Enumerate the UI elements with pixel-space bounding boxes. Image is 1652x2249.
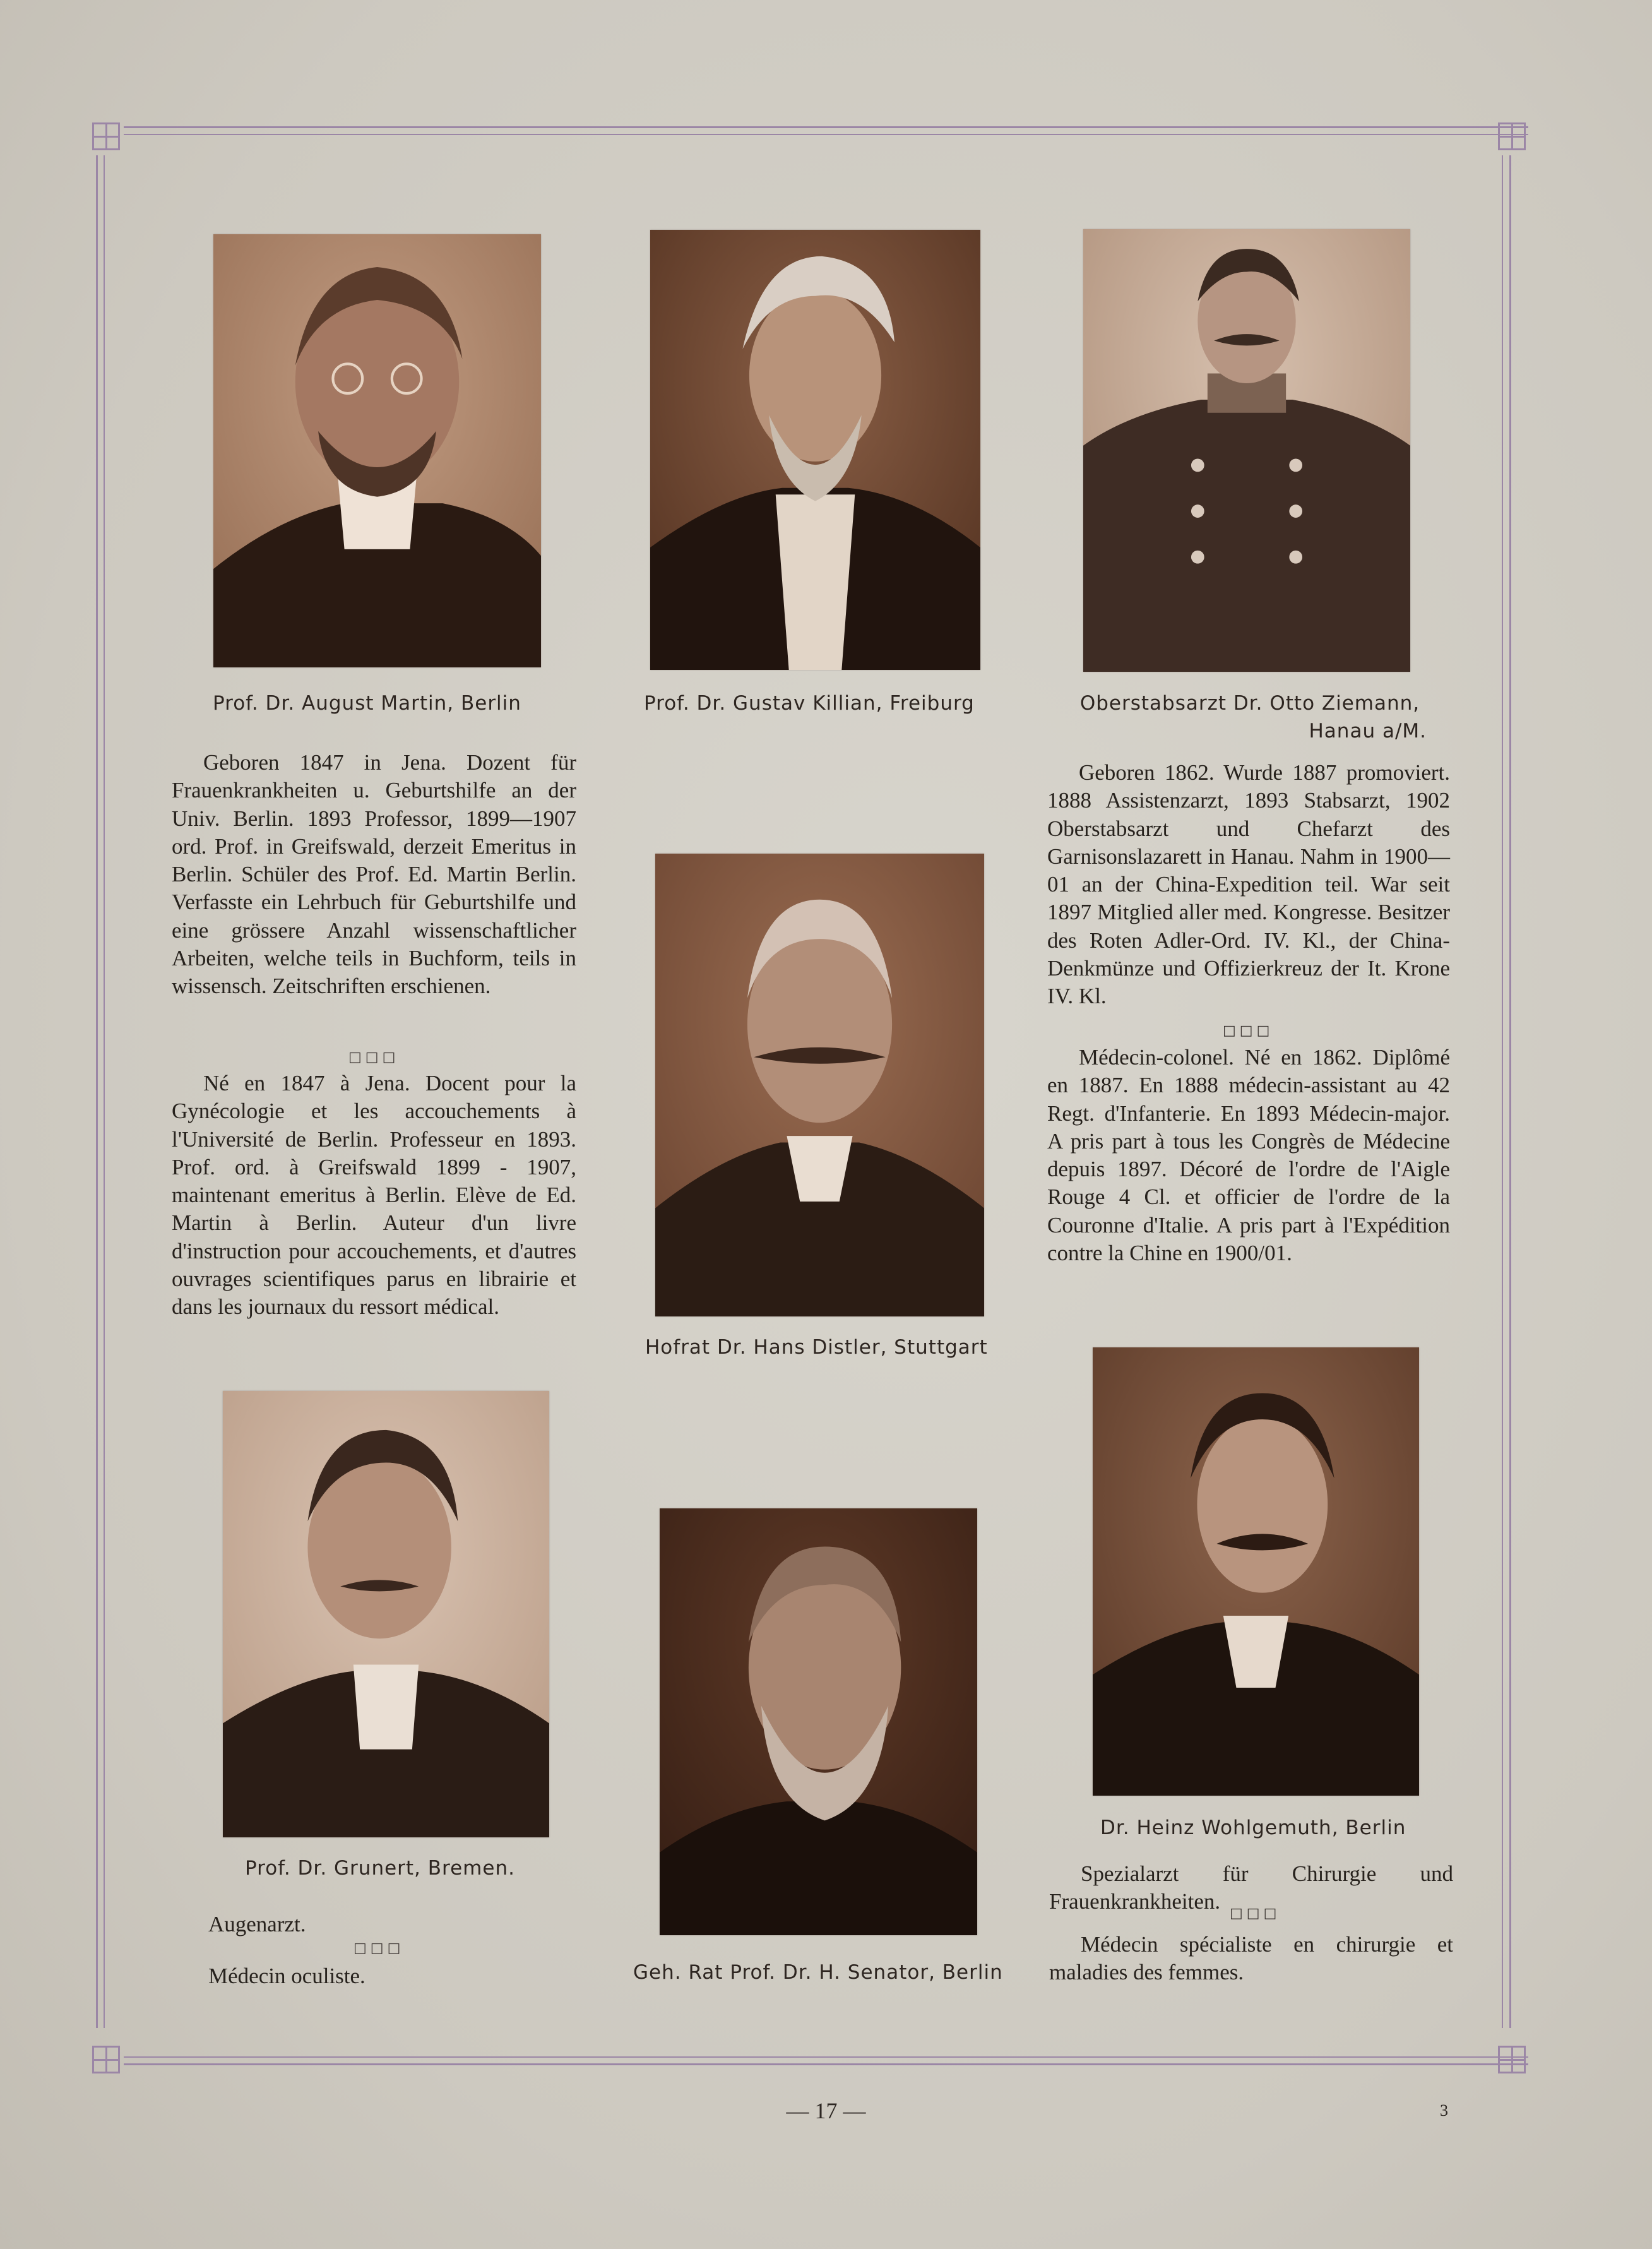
bio-ziemann-french: Médecin-colonel. Né en 1862. Diplômé en 1887. En 1888 médecin-assistant au 42 Regt. d'Infanterie. En 1893 Médecin-major. A pris part à tous les Congrès de Médecine depuis 1897. Décoré de l'ordre de l'Aigle Rouge 4 Cl. et officier de l'ordre de la Couronne d'Italie. A pris part à l'Expédition contre la Chine en 1900/01. xyxy=(1047,1045,1450,1266)
portrait-caption-ziemann-place: Hanau a/M. xyxy=(1309,720,1427,743)
frame-corner-ornament xyxy=(92,122,120,150)
bio-martin-french: Né en 1847 à Jena. Docent pour la Gynécologie et les accouchements à l'Université de Berlin. Professeur en 1893. Prof. ord. à Greifswald 1899 - 1907, maintenant emeritus à Berlin. Elève de Ed. Martin à Berlin. Auteur d'un livre d'instruction pour accouchements, et d'autres ouvrages scientifiques parus en librairie et dans les journaux du ressort médical. xyxy=(172,1071,576,1320)
separator-ornament: □□□ xyxy=(1223,1023,1274,1039)
portrait-caption-grunert: Prof. Dr. Grunert, Bremen. xyxy=(245,1857,515,1880)
page-number: — 17 — xyxy=(786,2098,866,2123)
bio-ziemann-german: Geboren 1862. Wurde 1887 promoviert. 1888 Assistenzarzt, 1893 Stabsarzt, 1902 Oberstabsarzt und Chefarzt des Garnisonslazarett in Hanau. Nahm in 1900—01 an der China-Expedition teil. War seit 1897 Mitglied aller med. Kongresse. Besitzer des Roten Adler-Ord. IV. Kl., der China-Denkmünze und Offizierkreuz der It. Krone IV. Kl. xyxy=(1047,760,1450,1009)
frame-corner-ornament xyxy=(1498,122,1526,150)
bio-grunert-german: Augenarzt. xyxy=(208,1912,306,1936)
portrait-photo-ziemann xyxy=(1083,229,1410,672)
bio-grunert-french: Médecin oculiste. xyxy=(208,1964,365,1988)
portrait-caption-killian: Prof. Dr. Gustav Killian, Freiburg xyxy=(644,692,975,715)
portrait-photo-senator xyxy=(660,1508,977,1935)
portrait-caption-ziemann: Oberstabsarzt Dr. Otto Ziemann, xyxy=(1079,692,1420,715)
portrait-caption-senator: Geh. Rat Prof. Dr. H. Senator, Berlin xyxy=(633,1961,1003,1984)
frame-corner-ornament xyxy=(92,2046,120,2073)
portrait-photo-distler xyxy=(655,854,984,1316)
bio-martin-german: Geboren 1847 in Jena. Dozent für Frauenkrankheiten u. Geburtshilfe an der Univ. Berlin. 1893 Professor, 1899—1907 ord. Prof. in Greifswald, derzeit Emeritus in Berlin. Schüler des Prof. Ed. Martin Berlin. Verfasste ein Lehrbuch für Geburtshilfe und eine grössere Anzahl wissenschaftlicher Arbeiten, welche teils in Buchform, teils in wissensch. Zeitschriften erschienen. xyxy=(172,750,576,999)
portrait-caption-martin: Prof. Dr. August Martin, Berlin xyxy=(213,692,521,715)
portrait-photo-wohlgemuth xyxy=(1093,1347,1419,1796)
bio-wohlgemuth-french: Médecin spécialiste en chirurgie et maladies des femmes. xyxy=(1049,1932,1453,1985)
portrait-photo-killian xyxy=(650,230,980,670)
signature-mark: 3 xyxy=(1440,2101,1448,2120)
separator-ornament: □□□ xyxy=(354,1940,405,1956)
portrait-caption-distler: Hofrat Dr. Hans Distler, Stuttgart xyxy=(645,1336,988,1359)
separator-ornament: □□□ xyxy=(1230,1906,1281,1921)
frame-corner-ornament xyxy=(1498,2046,1526,2073)
portrait-photo-martin xyxy=(213,234,541,667)
separator-ornament: □□□ xyxy=(348,1049,400,1065)
portrait-photo-grunert xyxy=(223,1391,549,1837)
bio-wohlgemuth-german: Spezialarzt für Chirurgie und Frauenkrankheiten. xyxy=(1049,1861,1453,1914)
portrait-caption-wohlgemuth: Dr. Heinz Wohlgemuth, Berlin xyxy=(1100,1816,1406,1839)
